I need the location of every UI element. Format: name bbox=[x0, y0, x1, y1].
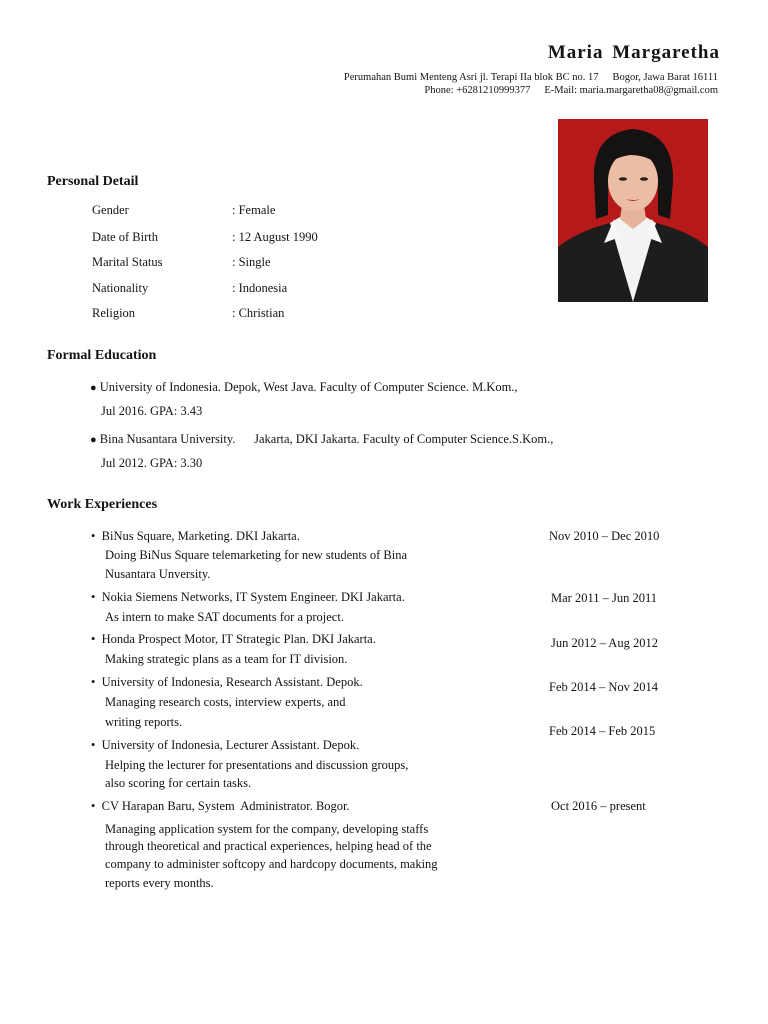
bullet-icon: ● bbox=[90, 382, 97, 394]
work-item-title bbox=[91, 738, 359, 753]
education-line2: Jul 2016. GPA: 3.43 bbox=[101, 404, 203, 418]
bullet-icon: • bbox=[91, 675, 102, 689]
work-date: Mar 2011 – Jun 2011 bbox=[551, 591, 658, 605]
work-desc-line: As intern to make SAT documents for a project. bbox=[105, 610, 344, 624]
education-line1: Bina Nusantara University. Jakarta, DKI Jakarta. Faculty of Computer Science.S.Kom., bbox=[99, 432, 554, 446]
work-item-title bbox=[91, 799, 350, 814]
personal-detail-title: Personal Detail bbox=[47, 174, 139, 189]
work-desc-line: Helping the lecturer for presentations and discussion groups, bbox=[105, 758, 409, 772]
work-date: Jun 2012 – Aug 2012 bbox=[551, 636, 658, 650]
work-desc-line: writing reports. bbox=[105, 715, 183, 729]
resume-name: Maria Margaretha bbox=[547, 42, 720, 63]
work-item-title bbox=[91, 675, 363, 690]
email-text: E-Mail: maria.margaretha08@gmail.com bbox=[544, 85, 718, 96]
profile-photo bbox=[558, 119, 708, 302]
work-date: Nov 2010 – Dec 2010 bbox=[549, 529, 660, 543]
marital-value: : Single bbox=[232, 255, 271, 269]
dob-label: Date of Birth bbox=[92, 230, 158, 244]
bullet-icon: ● bbox=[90, 434, 97, 446]
work-item-title bbox=[91, 529, 300, 544]
work-date: Oct 2016 – present bbox=[551, 799, 646, 813]
work-title-text: University of Indonesia, Lecturer Assistant. Depok. bbox=[101, 738, 360, 752]
education-item bbox=[90, 380, 518, 395]
work-date: Feb 2014 – Nov 2014 bbox=[549, 680, 659, 694]
education-item bbox=[90, 432, 553, 447]
work-experiences-title: Work Experiences bbox=[47, 497, 158, 512]
work-desc-line: Making strategic plans as a team for IT division. bbox=[105, 652, 348, 666]
contact-line bbox=[424, 85, 718, 96]
nationality-label: Nationality bbox=[92, 281, 149, 295]
portrait-image bbox=[558, 119, 708, 302]
work-title-text: BiNus Square, Marketing. DKI Jakarta. bbox=[101, 529, 300, 543]
work-title-text: Nokia Siemens Networks, IT System Engineer. DKI Jakarta. bbox=[101, 590, 405, 604]
bullet-icon: • bbox=[91, 590, 102, 604]
address-text: Perumahan Bumi Menteng Asri jl. Terapi IIa blok BC no. 17 bbox=[343, 72, 599, 83]
gender-label: Gender bbox=[92, 203, 129, 217]
work-desc-line: Managing application system for the company, developing staffs bbox=[105, 822, 429, 836]
nationality-value: : Indonesia bbox=[232, 281, 288, 295]
bullet-icon: • bbox=[91, 738, 102, 752]
work-desc-line: company to administer softcopy and hardcopy documents, making bbox=[105, 857, 438, 871]
work-title-text: CV Harapan Baru, System Administrator. Bogor. bbox=[101, 799, 350, 813]
phone-text: Phone: +6281210999377 bbox=[424, 85, 531, 96]
education-line2: Jul 2012. GPA: 3.30 bbox=[101, 456, 203, 470]
formal-education-title: Formal Education bbox=[47, 348, 157, 363]
address-line bbox=[344, 72, 718, 83]
work-desc-line: Nusantara Unversity. bbox=[105, 567, 211, 581]
work-desc-line: also scoring for certain tasks. bbox=[105, 776, 252, 790]
work-desc-line: Managing research costs, interview experts, and bbox=[105, 695, 346, 709]
religion-value: : Christian bbox=[232, 306, 285, 320]
work-title-text: Honda Prospect Motor, IT Strategic Plan. DKI Jakarta. bbox=[101, 632, 376, 646]
work-date: Feb 2014 – Feb 2015 bbox=[549, 724, 656, 738]
bullet-icon: • bbox=[91, 632, 102, 646]
bullet-icon: • bbox=[91, 799, 102, 813]
work-desc-line: Doing BiNus Square telemarketing for new students of Bina bbox=[105, 548, 408, 562]
religion-label: Religion bbox=[92, 306, 136, 320]
work-item-title bbox=[91, 632, 376, 647]
education-line1: University of Indonesia. Depok, West Java. Faculty of Computer Science. M.Kom., bbox=[99, 380, 518, 394]
city-text: Bogor, Jawa Barat 16111 bbox=[612, 72, 718, 83]
work-title-text: University of Indonesia, Research Assistant. Depok. bbox=[101, 675, 363, 689]
marital-label: Marital Status bbox=[92, 255, 163, 269]
work-desc-line: reports every months. bbox=[105, 876, 214, 890]
work-desc-line: through theoretical and practical experiences, helping head of the bbox=[105, 839, 432, 853]
dob-value: : 12 August 1990 bbox=[232, 230, 318, 244]
gender-value: : Female bbox=[232, 203, 276, 217]
bullet-icon: • bbox=[91, 529, 102, 543]
work-item-title bbox=[91, 590, 405, 605]
